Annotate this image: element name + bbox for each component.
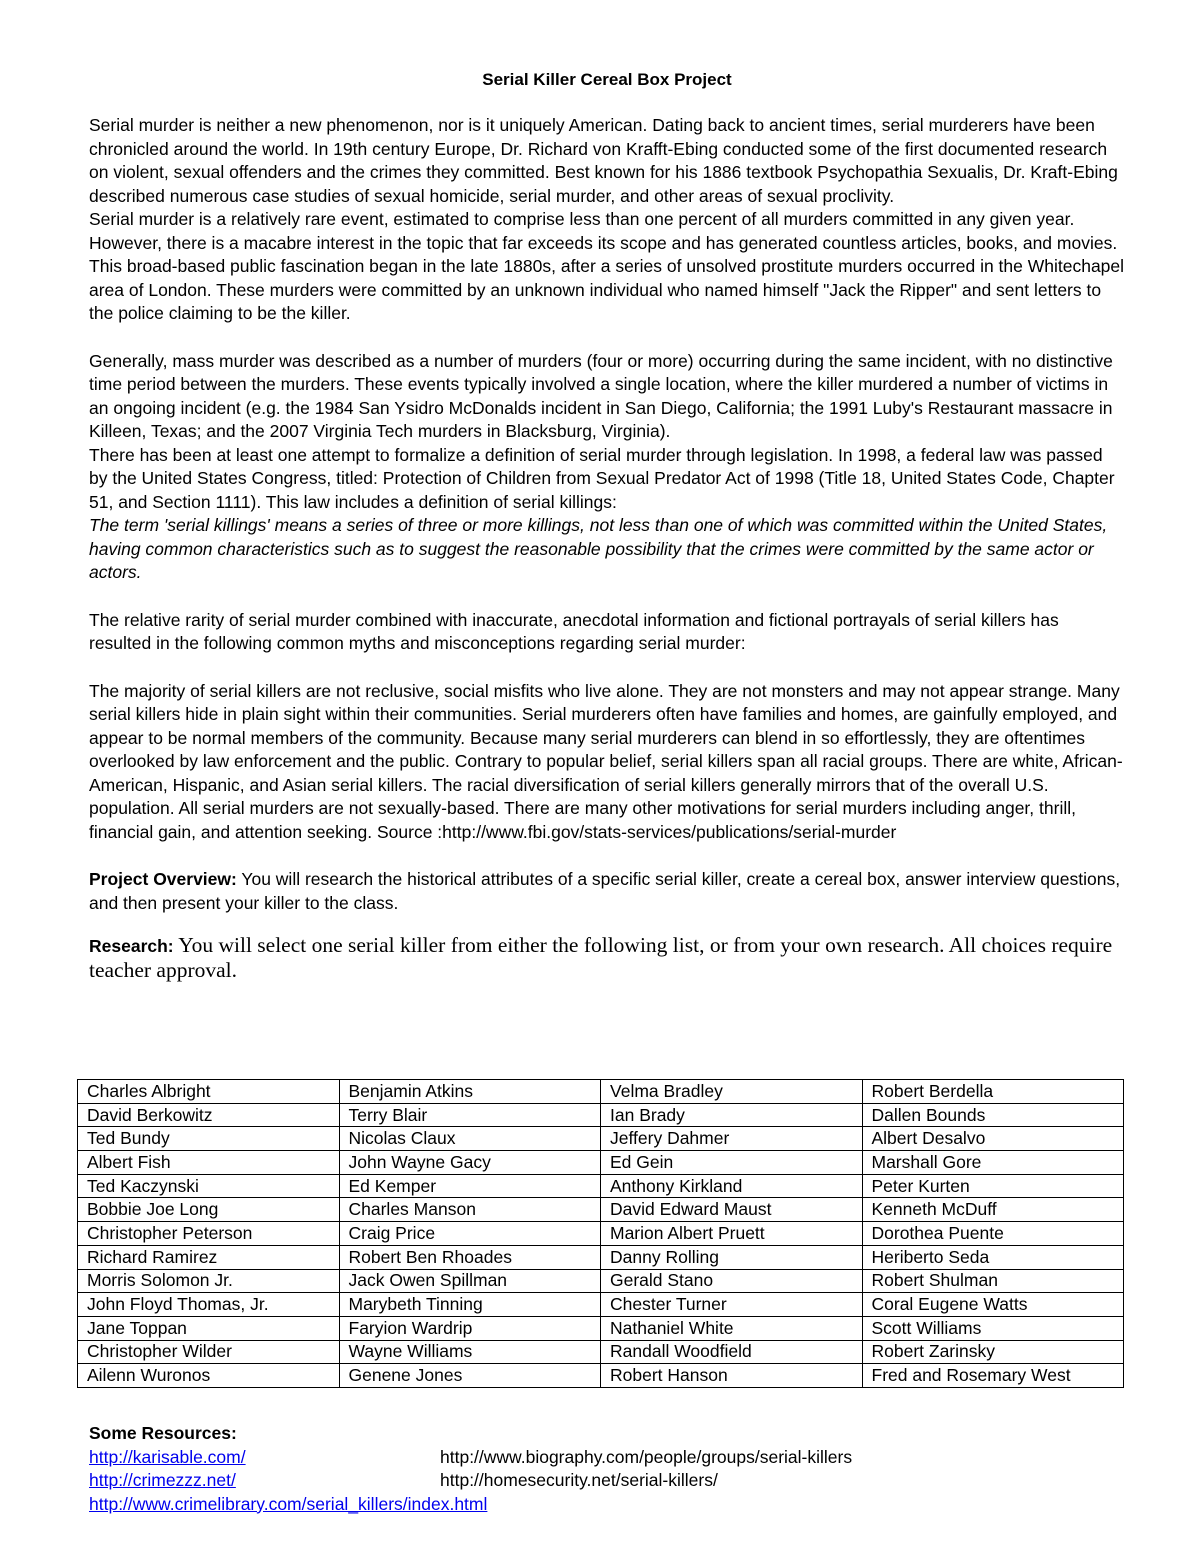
table-row — [78, 1127, 1124, 1151]
table-cell: Peter Kurten — [862, 1174, 1124, 1198]
table-cell: Bobbie Joe Long — [78, 1198, 340, 1222]
table-cell: Fred and Rosemary West — [862, 1364, 1124, 1388]
research-text: You will select one serial killer from either the following list, or from your own research. All choices require teacher approval. — [89, 933, 1113, 982]
research-label: Research: — [89, 936, 174, 956]
table-cell: Albert Fish — [78, 1151, 340, 1175]
table-row — [78, 1293, 1124, 1317]
table-cell: Charles Albright — [78, 1080, 340, 1104]
table-cell: Terry Blair — [339, 1103, 601, 1127]
table-cell: Wayne Williams — [339, 1340, 601, 1364]
resources-section — [89, 1422, 900, 1516]
table-cell: Velma Bradley — [601, 1080, 863, 1104]
table-cell: Ted Kaczynski — [78, 1174, 340, 1198]
myths-intro-paragraph: The relative rarity of serial murder combined with inaccurate, anecdotal information and fictional portrayals of serial killers has resulted in the following common myths and misconceptions regarding serial murder: — [89, 609, 1059, 653]
table-cell: Ailenn Wuronos — [78, 1364, 340, 1388]
resources-heading: Some Resources: — [89, 1423, 237, 1443]
resource-link-crimezzz[interactable]: http://crimezzz.net/ — [89, 1470, 236, 1490]
table-cell: Nathaniel White — [601, 1316, 863, 1340]
resource-link-crimelibrary[interactable]: http://www.crimelibrary.com/serial_killers/index.html — [89, 1493, 488, 1514]
table-cell: Ed Kemper — [339, 1174, 601, 1198]
table-cell: Morris Solomon Jr. — [78, 1269, 340, 1293]
table-cell: Dallen Bounds — [862, 1103, 1124, 1127]
table-row — [78, 1316, 1124, 1340]
table-cell: Randall Woodfield — [601, 1340, 863, 1364]
intro-paragraph-1: Serial murder is neither a new phenomenon, nor is it uniquely American. Dating back to ancient times, serial murderers have been chronicled around the world. In 19th century Europe, Dr. Richard von Krafft-Ebing conducted some of the first documented research on violent, sexual offenders and the crimes they committed. Best known for his 1886 textbook Psychopathia Sexualis, Dr. Kraft-Ebing described numerous case studies of sexual homicide, serial murder, and other areas of sexual proclivity. — [89, 115, 1118, 206]
table-cell: Charles Manson — [339, 1198, 601, 1222]
table-row — [78, 1174, 1124, 1198]
table-cell: Scott Williams — [862, 1316, 1124, 1340]
table-cell: Robert Zarinsky — [862, 1340, 1124, 1364]
table-cell: David Edward Maust — [601, 1198, 863, 1222]
project-overview — [89, 868, 1125, 915]
table-cell: Jeffery Dahmer — [601, 1127, 863, 1151]
table-cell: Albert Desalvo — [862, 1127, 1124, 1151]
table-cell: Faryion Wardrip — [339, 1316, 601, 1340]
table-cell: Marion Albert Pruett — [601, 1222, 863, 1246]
table-cell: Richard Ramirez — [78, 1245, 340, 1269]
table-cell: Dorothea Puente — [862, 1222, 1124, 1246]
table-cell: Ed Gein — [601, 1151, 863, 1175]
table-cell: Coral Eugene Watts — [862, 1293, 1124, 1317]
table-cell: Benjamin Atkins — [339, 1080, 601, 1104]
table-cell: Robert Ben Rhoades — [339, 1245, 601, 1269]
table-row — [78, 1245, 1124, 1269]
table-row — [78, 1103, 1124, 1127]
project-overview-text: You will research the historical attributes of a specific serial killer, create a cereal box, answer interview questions, and then present your killer to the class. — [89, 869, 1121, 913]
table-row — [78, 1222, 1124, 1246]
table-cell: John Floyd Thomas, Jr. — [78, 1293, 340, 1317]
research-instructions — [89, 933, 1125, 983]
legal-definition-quote: The term 'serial killings' means a series of three or more killings, not less than one of which was committed within the United States, having common characteristics such as to suggest the reasonable possibility that the crimes were committed by the same actor or actors. — [89, 515, 1108, 582]
page-title: Serial Killer Cereal Box Project — [482, 70, 732, 89]
table-cell: Chester Turner — [601, 1293, 863, 1317]
resource-url-biography: http://www.biography.com/people/groups/serial-killers — [440, 1446, 853, 1467]
table-cell: Marshall Gore — [862, 1151, 1124, 1175]
table-cell: Robert Berdella — [862, 1080, 1124, 1104]
legislation-paragraph: There has been at least one attempt to formalize a definition of serial murder through legislation. In 1998, a federal law was passed by the United States Congress, titled: Protection of Children from Sexual Predator Act of 1998 (Title 18, United States Code, Chapter 51, and Section 1111). This law includes a definition of serial killings: — [89, 444, 1115, 512]
table-cell: Christopher Peterson — [78, 1222, 340, 1246]
resource-link-karisable[interactable]: http://karisable.com/ — [89, 1446, 246, 1467]
table-cell: David Berkowitz — [78, 1103, 340, 1127]
table-cell: Kenneth McDuff — [862, 1198, 1124, 1222]
table-row — [78, 1151, 1124, 1175]
table-cell: Anthony Kirkland — [601, 1174, 863, 1198]
table-cell: John Wayne Gacy — [339, 1151, 601, 1175]
table-row — [78, 1364, 1124, 1388]
table-cell: Danny Rolling — [601, 1245, 863, 1269]
table-cell: Ian Brady — [601, 1103, 863, 1127]
table-cell: Jane Toppan — [78, 1316, 340, 1340]
table-cell: Heriberto Seda — [862, 1245, 1124, 1269]
table-cell: Robert Hanson — [601, 1364, 863, 1388]
table-cell: Genene Jones — [339, 1364, 601, 1388]
table-row — [78, 1269, 1124, 1293]
serial-killer-table — [77, 1079, 1124, 1388]
mass-murder-paragraph: Generally, mass murder was described as a number of murders (four or more) occurring during the same incident, with no distinctive time period between the murders. These events typically involved a single location, where the killer murdered a number of victims in an ongoing incident (e.g. the 1984 San Ysidro McDonalds incident in San Diego, California; the 1991 Luby's Restaurant massacre in Killeen, Texas; and the 2007 Virginia Tech murders in Blacksburg, Virginia). — [89, 350, 1113, 441]
table-row — [78, 1080, 1124, 1104]
table-row — [78, 1198, 1124, 1222]
table-cell: Marybeth Tinning — [339, 1293, 601, 1317]
table-cell: Ted Bundy — [78, 1127, 340, 1151]
table-row — [78, 1340, 1124, 1364]
intro-paragraph-2: Serial murder is a relatively rare event, estimated to comprise less than one percent of all murders committed in any given year. However, there is a macabre interest in the topic that far exceeds its scope and has generated countless articles, books, and movies. This broad-based public fascination began in the late 1880s, after a series of unsolved prostitute murders occurred in the Whitechapel area of London. These murders were committed by an unknown individual who named himself "Jack the Ripper" and sent letters to the police claiming to be the killer. — [89, 209, 1125, 323]
document-page — [89, 70, 1125, 983]
table-cell: Jack Owen Spillman — [339, 1269, 601, 1293]
project-overview-label: Project Overview: — [89, 869, 237, 889]
table-cell: Craig Price — [339, 1222, 601, 1246]
resource-url-homesecurity: http://homesecurity.net/serial-killers/ — [440, 1470, 718, 1490]
table-cell: Nicolas Claux — [339, 1127, 601, 1151]
table-cell: Gerald Stano — [601, 1269, 863, 1293]
myths-paragraph: The majority of serial killers are not reclusive, social misfits who live alone. They are not monsters and may not appear strange. Many serial killers hide in plain sight within their communities. Serial murderers often have families and homes, are gainfully employed, and appear to be normal members of the community. Because many serial murderers can blend in so effortlessly, they are oftentimes overlooked by law enforcement and the public. Contrary to popular belief, serial killers span all racial groups. There are white, African-American, Hispanic, and Asian serial killers. The racial diversification of serial killers generally mirrors that of the overall U.S. population. All serial murders are not sexually-based. There are many other motivations for serial murders including anger, thrill, financial gain, and attention seeking. Source :http://www.fbi.gov/stats-services/publications/serial-murder — [89, 680, 1123, 842]
table-cell: Robert Shulman — [862, 1269, 1124, 1293]
table-cell: Christopher Wilder — [78, 1340, 340, 1364]
